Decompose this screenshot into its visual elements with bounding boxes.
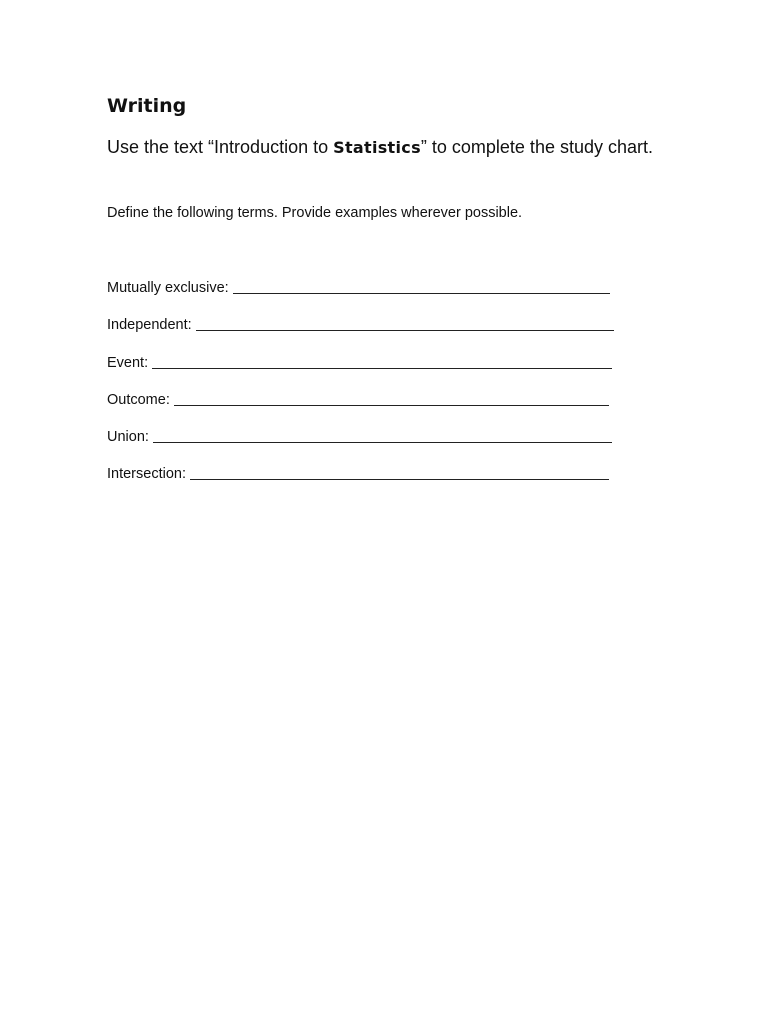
term-label: Independent: [107, 317, 192, 334]
subinstruction-text: Define the following terms. Provide examples wherever possible. [107, 205, 523, 221]
term-row-union [107, 410, 614, 447]
term-row-outcome [107, 373, 614, 410]
term-label: Intersection: [107, 466, 186, 483]
instruction-suffix: ” to complete the study chart. [420, 137, 654, 157]
term-row-event [107, 335, 614, 372]
term-row-intersection [107, 447, 614, 484]
term-row-independent [107, 298, 614, 335]
instruction-prefix: Use the text “Introduction to [107, 137, 334, 157]
answer-blank-line[interactable] [190, 465, 609, 480]
terms-list [107, 261, 614, 484]
term-row-mutually-exclusive [107, 261, 614, 298]
answer-blank-line[interactable] [196, 316, 614, 331]
term-label: Outcome: [107, 391, 170, 408]
instruction-text [107, 134, 653, 161]
instruction-emphasis: Statistics [333, 138, 421, 157]
answer-blank-line[interactable] [174, 391, 609, 406]
term-label: Union: [107, 428, 149, 445]
term-label: Mutually exclusive: [107, 280, 229, 297]
term-label: Event: [107, 354, 149, 371]
answer-blank-line[interactable] [233, 279, 610, 294]
answer-blank-line[interactable] [153, 428, 612, 443]
answer-blank-line[interactable] [152, 354, 612, 369]
section-heading: Writing [107, 95, 187, 117]
